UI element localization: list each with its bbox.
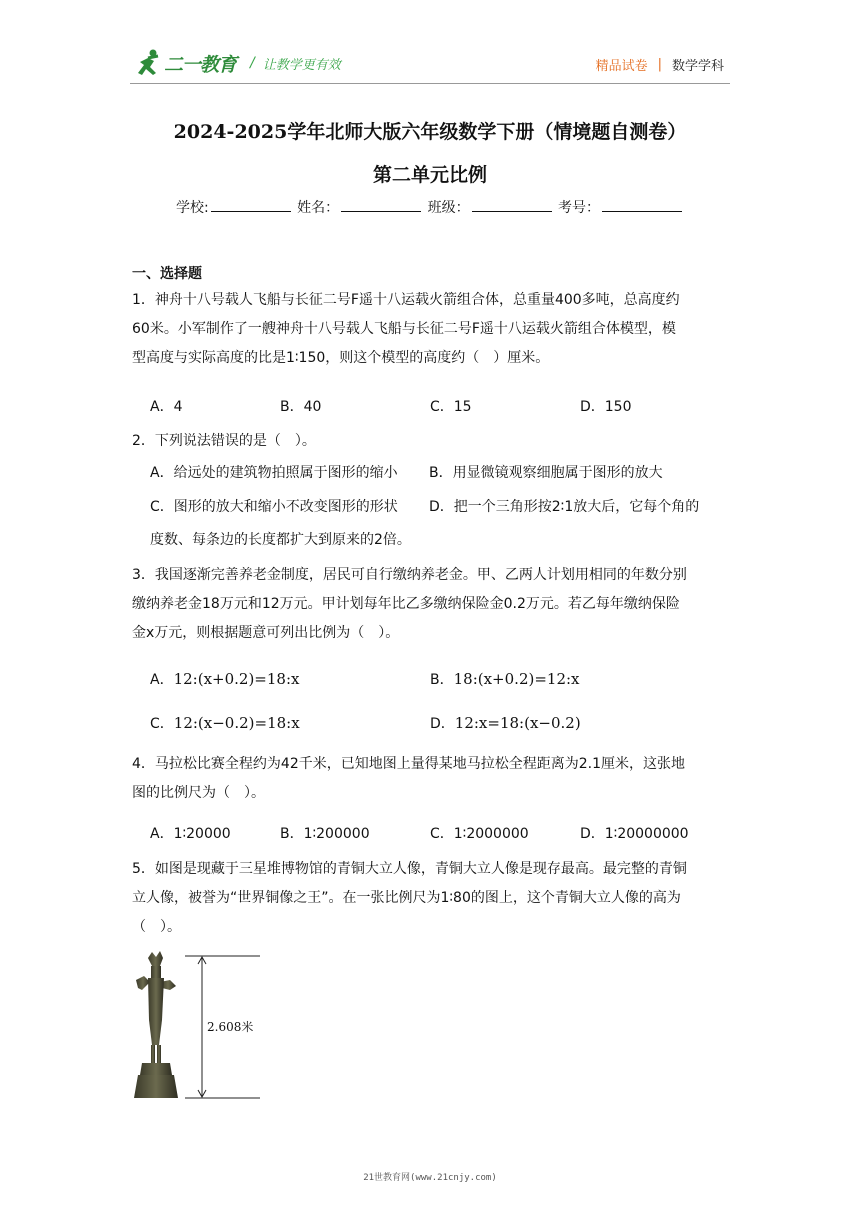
question-3	[132, 561, 732, 648]
q2-option-c[interactable]: C．图形的放大和缩小不改变图形的形状	[150, 499, 398, 515]
q2-option-d-cont: 度数、每条边的长度都扩大到原来的2倍。	[150, 532, 411, 548]
q4-option-a[interactable]: A．1∶20000	[150, 826, 231, 842]
q4-line2: 图的比例尺为（ ）。	[132, 785, 265, 801]
q3-option-d[interactable]	[430, 713, 581, 733]
slogan-separator: /	[250, 55, 255, 71]
q3-option-b-expr: 18:(x+0.2)=12:x	[453, 670, 580, 688]
q2-option-b[interactable]: B．用显微镜观察细胞属于图形的放大	[429, 465, 663, 481]
q1-option-a[interactable]: A．4	[150, 399, 183, 415]
q3-option-d-expr: 12:x=18:(x−0.2)	[454, 714, 581, 732]
tag-premium: 精品试卷	[595, 59, 648, 74]
q3-option-a-label: A．	[150, 672, 174, 688]
q4-option-c[interactable]: C．1∶2000000	[430, 826, 529, 842]
q2-option-d[interactable]: D．把一个三角形按2∶1放大后，它每个角的	[429, 499, 700, 515]
q3-option-b-label: B．	[430, 672, 454, 688]
q5-line2: 立人像，被誉为“世界铜像之王”。在一张比例尺为1∶80的图上，这个青铜大立人像的高为	[132, 890, 681, 906]
exam-no-label: 考号：	[558, 200, 601, 216]
q4-line1: 4．马拉松比赛全程约为42千米，已知地图上量得某地马拉松全程距离为2.1厘米，这张地	[132, 756, 685, 772]
name-blank[interactable]	[341, 199, 421, 212]
runner-icon	[136, 48, 162, 78]
q3-line2: 缴纳养老金18万元和12万元。甲计划每年比乙多缴纳保险金0.2万元。若乙每年缴纳保险	[132, 596, 680, 612]
q1-line3: 型高度与实际高度的比是1∶150，则这个模型的高度约（ ）厘米。	[132, 350, 550, 366]
q3-option-c-label: C．	[150, 716, 174, 732]
brand-logo	[136, 48, 341, 78]
q1-line2: 60米。小军制作了一艘神舟十八号载人飞船与长征二号F遥十八运载火箭组合体模型，模	[132, 321, 676, 337]
question-1	[132, 286, 732, 373]
logo-text: 二一教育	[164, 53, 237, 76]
tag-subject: 数学学科	[671, 59, 724, 74]
q4-option-b[interactable]: B．1∶200000	[280, 826, 370, 842]
q2-option-a[interactable]: A．给远处的建筑物拍照属于图形的缩小	[150, 465, 398, 481]
bronze-statue-figure	[130, 950, 270, 1105]
q3-option-c-expr: 12:(x−0.2)=18:x	[173, 714, 300, 732]
q1-option-c[interactable]: C．15	[430, 399, 472, 415]
student-info	[0, 197, 860, 217]
question-5	[132, 855, 732, 942]
class-blank[interactable]	[472, 199, 552, 212]
class-label: 班级：	[427, 200, 470, 216]
q1-option-d[interactable]: D．150	[580, 399, 632, 415]
q3-option-a-expr: 12:(x+0.2)=18:x	[173, 670, 300, 688]
q3-option-a[interactable]	[150, 669, 299, 689]
header-divider	[130, 83, 730, 84]
page-footer: 21世教育网(www.21cnjy.com)	[363, 1173, 497, 1183]
header-tags	[596, 55, 724, 74]
q4-option-d[interactable]: D．1∶20000000	[580, 826, 689, 842]
name-label: 姓名：	[297, 200, 340, 216]
exam-no-blank[interactable]	[602, 199, 682, 212]
figure-height-label: 2.608米	[207, 1020, 254, 1034]
q3-line1: 3．我国逐渐完善养老金制度，居民可自行缴纳养老金。甲、乙两人计划用相同的年数分别	[132, 567, 687, 583]
q3-line3: 金x万元，则根据题意可列出比例为（ ）。	[132, 625, 400, 641]
q1-option-b[interactable]: B．40	[280, 399, 322, 415]
school-blank[interactable]	[211, 199, 291, 212]
slogan: 让教学更有效	[262, 57, 341, 73]
tag-separator: |	[657, 57, 662, 72]
section-title: 一、选择题	[132, 266, 202, 282]
school-label: 学校:	[175, 200, 209, 216]
question-4	[132, 750, 732, 808]
page-title: 2024-2025学年北师大版六年级数学下册（情境题自测卷）	[173, 121, 687, 143]
q5-line1: 5．如图是现藏于三星堆博物馆的青铜大立人像，青铜大立人像是现存最高。最完整的青铜	[132, 861, 687, 877]
q1-line1: 1．神舟十八号载人飞船与长征二号F遥十八运载火箭组合体，总重量400多吨，总高度约	[132, 292, 680, 308]
q3-option-d-label: D．	[430, 716, 455, 732]
q3-option-c[interactable]	[150, 713, 300, 733]
q2-stem: 2．下列说法错误的是（ ）。	[132, 433, 316, 449]
q5-line3: （ ）。	[132, 919, 181, 935]
page-subtitle: 第二单元比例	[372, 164, 487, 186]
q3-option-b[interactable]	[430, 669, 580, 689]
